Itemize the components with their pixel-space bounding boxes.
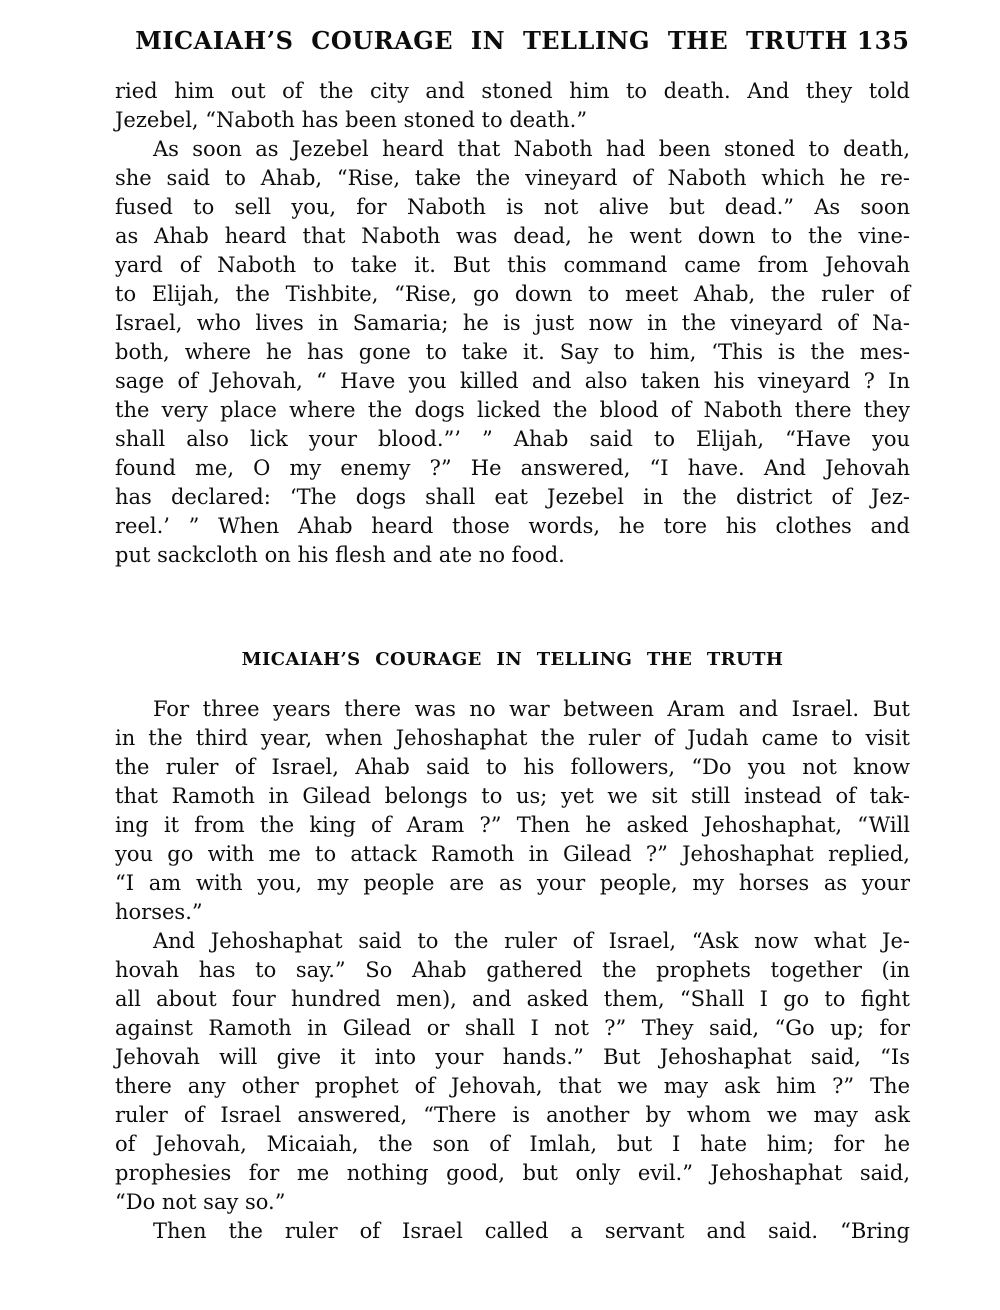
text-line: fused to sell you, for Naboth is not alive but dead.” As soon — [115, 195, 910, 219]
text-line: Then the ruler of Israel called a servant and said. “Bring — [153, 1219, 910, 1243]
running-title: MICAIAH’S COURAGE IN TELLING THE TRUTH — [135, 26, 848, 55]
text-line: the ruler of Israel, Ahab said to his followers, “Do you not know — [115, 755, 910, 779]
text-line: As soon as Jezebel heard that Naboth had been stoned to death, — [153, 137, 910, 161]
text-line: the very place where the dogs licked the blood of Naboth there they — [115, 398, 910, 422]
text-line: shall also lick your blood.”’ ” Ahab said to Elijah, “Have you — [115, 427, 910, 451]
text-line: ing it from the king of Aram ?” Then he asked Jehoshaphat, “Will — [115, 813, 910, 837]
text-line: that Ramoth in Gilead belongs to us; yet we sit still instead of tak- — [115, 784, 910, 808]
text-line: you go with me to attack Ramoth in Gilead ?” Jehoshaphat replied, — [115, 842, 910, 866]
text-line: to Elijah, the Tishbite, “Rise, go down to meet Ahab, the ruler of — [115, 282, 910, 306]
text-line: has declared: ‘The dogs shall eat Jezebel in the district of Jez- — [115, 485, 910, 509]
text-line: For three years there was no war between Aram and Israel. But — [153, 697, 910, 721]
text-line: sage of Jehovah, “ Have you killed and also taken his vineyard ? In — [115, 369, 910, 393]
section-heading: MICAIAH’S COURAGE IN TELLING THE TRUTH — [241, 649, 784, 670]
text-line: all about four hundred men), and asked them, “Shall I go to fight — [115, 987, 910, 1011]
text-line: hovah has to say.” So Ahab gathered the prophets together (in — [115, 958, 910, 982]
text-line: ruler of Israel answered, “There is another by whom we may ask — [115, 1103, 910, 1127]
text-line: yard of Naboth to take it. But this command came from Jehovah — [115, 253, 910, 277]
text-line: Jehovah will give it into your hands.” But Jehoshaphat said, “Is — [115, 1045, 910, 1069]
text-line: horses.” — [115, 900, 203, 924]
text-line: Israel, who lives in Samaria; he is just now in the vineyard of Na- — [115, 311, 910, 335]
text-line: reel.’ ” When Ahab heard those words, he tore his clothes and — [115, 514, 910, 538]
text-line: And Jehoshaphat said to the ruler of Israel, “Ask now what Je- — [153, 929, 910, 953]
text-line: ried him out of the city and stoned him to death. And they told — [115, 79, 910, 103]
paragraph — [115, 135, 910, 570]
page-body — [115, 77, 910, 1246]
text-line: both, where he has gone to take it. Say to him, ‘This is the mes- — [115, 340, 910, 364]
text-line: against Ramoth in Gilead or shall I not ?” They said, “Go up; for — [115, 1016, 910, 1040]
text-line: prophesies for me nothing good, but only evil.” Jehoshaphat said, — [115, 1161, 910, 1185]
paragraph — [115, 927, 910, 1217]
text-line: “I am with you, my people are as your people, my horses as your — [115, 871, 910, 895]
paragraph — [115, 77, 910, 135]
text-line: “Do not say so.” — [115, 1190, 286, 1214]
text-line: of Jehovah, Micaiah, the son of Imlah, but I hate him; for he — [115, 1132, 910, 1156]
text-line: there any other prophet of Jehovah, that we may ask him ?” The — [115, 1074, 910, 1098]
text-line: Jezebel, “Naboth has been stoned to death.” — [115, 108, 588, 132]
text-line: found me, O my enemy ?” He answered, “I have. And Jehovah — [115, 456, 910, 480]
text-line: she said to Ahab, “Rise, take the vineyard of Naboth which he re- — [115, 166, 910, 190]
text-line: as Ahab heard that Naboth was dead, he went down to the vine- — [115, 224, 910, 248]
paragraph — [115, 695, 910, 927]
paragraph — [115, 1217, 910, 1246]
text-line: in the third year, when Jehoshaphat the ruler of Judah came to visit — [115, 726, 910, 750]
page-header — [115, 26, 910, 58]
page-number: 135 — [856, 26, 910, 55]
text-line: put sackcloth on his flesh and ate no food. — [115, 543, 565, 567]
